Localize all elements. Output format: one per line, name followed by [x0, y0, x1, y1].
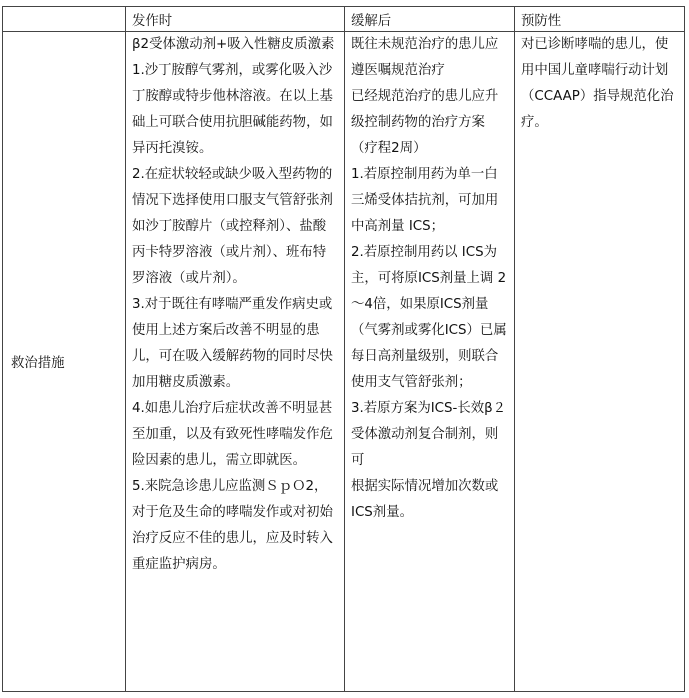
treatment-table — [2, 6, 685, 692]
header-empty — [3, 7, 126, 32]
attack-paragraph: β2受体激动剂+吸入性糖皮质激素 — [132, 37, 335, 52]
remission-cell — [345, 32, 515, 692]
remission-paragraph: 根据实际情况增加次数或ICS剂量。 — [351, 479, 499, 520]
prevention-paragraph: 对已诊断哮喘的患儿，使用中国儿童哮喘行动计划（CCAAP）指导规范化治疗。 — [521, 37, 674, 130]
remission-paragraph: 2.若原控制用药以 ICS为主，可将原ICS剂量上调 2～4倍，如果原ICS剂量（气雾剂或雾化ICS）已属每日高剂量级别，则联合使用支气管舒张剂； — [351, 245, 507, 390]
prevention-cell — [515, 32, 685, 692]
remission-paragraph: 3.若原方案为ICS-长效β２受体激动剂复合制剂，则可 — [351, 401, 507, 468]
header-remission: 缓解后 — [345, 7, 515, 32]
attack-paragraph: 1.沙丁胺醇气雾剂，或雾化吸入沙丁胺醇或特步他林溶液。在以上基础上可联合使用抗胆碱能药物，如异丙托溴铵。 — [132, 63, 333, 156]
table-header-row — [3, 7, 685, 32]
table-row — [3, 32, 685, 692]
attack-paragraph: 3.对于既往有哮喘严重发作病史或使用上述方案后改善不明显的患儿，可在吸入缓解药物的同时尽快加用糖皮质激素。 — [132, 297, 333, 390]
attack-paragraph: 5.来院急诊患儿应监测ＳｐＯ2，对于危及生命的哮喘发作或对初始治疗反应不佳的患儿，应及时转入重症监护病房。 — [132, 479, 333, 572]
attack-paragraph: 4.如患儿治疗后症状改善不明显甚至加重，以及有致死性哮喘发作危险因素的患儿，需立即就医。 — [132, 401, 333, 468]
row-label: 救治措施 — [3, 32, 126, 692]
remission-paragraph: 既往未规范治疗的患儿应遵医嘱规范治疗 — [351, 37, 499, 78]
header-prevention: 预防性 — [515, 7, 685, 32]
attack-paragraph: 2.在症状较轻或缺少吸入型药物的情况下选择使用口服支气管舒张剂如沙丁胺醇片（或控释剂）、盐酸丙卡特罗溶液（或片剂）、班布特罗溶液（或片剂）。 — [132, 167, 333, 286]
header-attack: 发作时 — [126, 7, 345, 32]
attack-cell — [126, 32, 345, 692]
remission-paragraph: 已经规范治疗的患儿应升级控制药物的治疗方案（疗程2周） — [351, 89, 499, 156]
remission-paragraph: 1.若原控制用药为单一白三烯受体拮抗剂，可加用中高剂量 ICS； — [351, 167, 499, 234]
